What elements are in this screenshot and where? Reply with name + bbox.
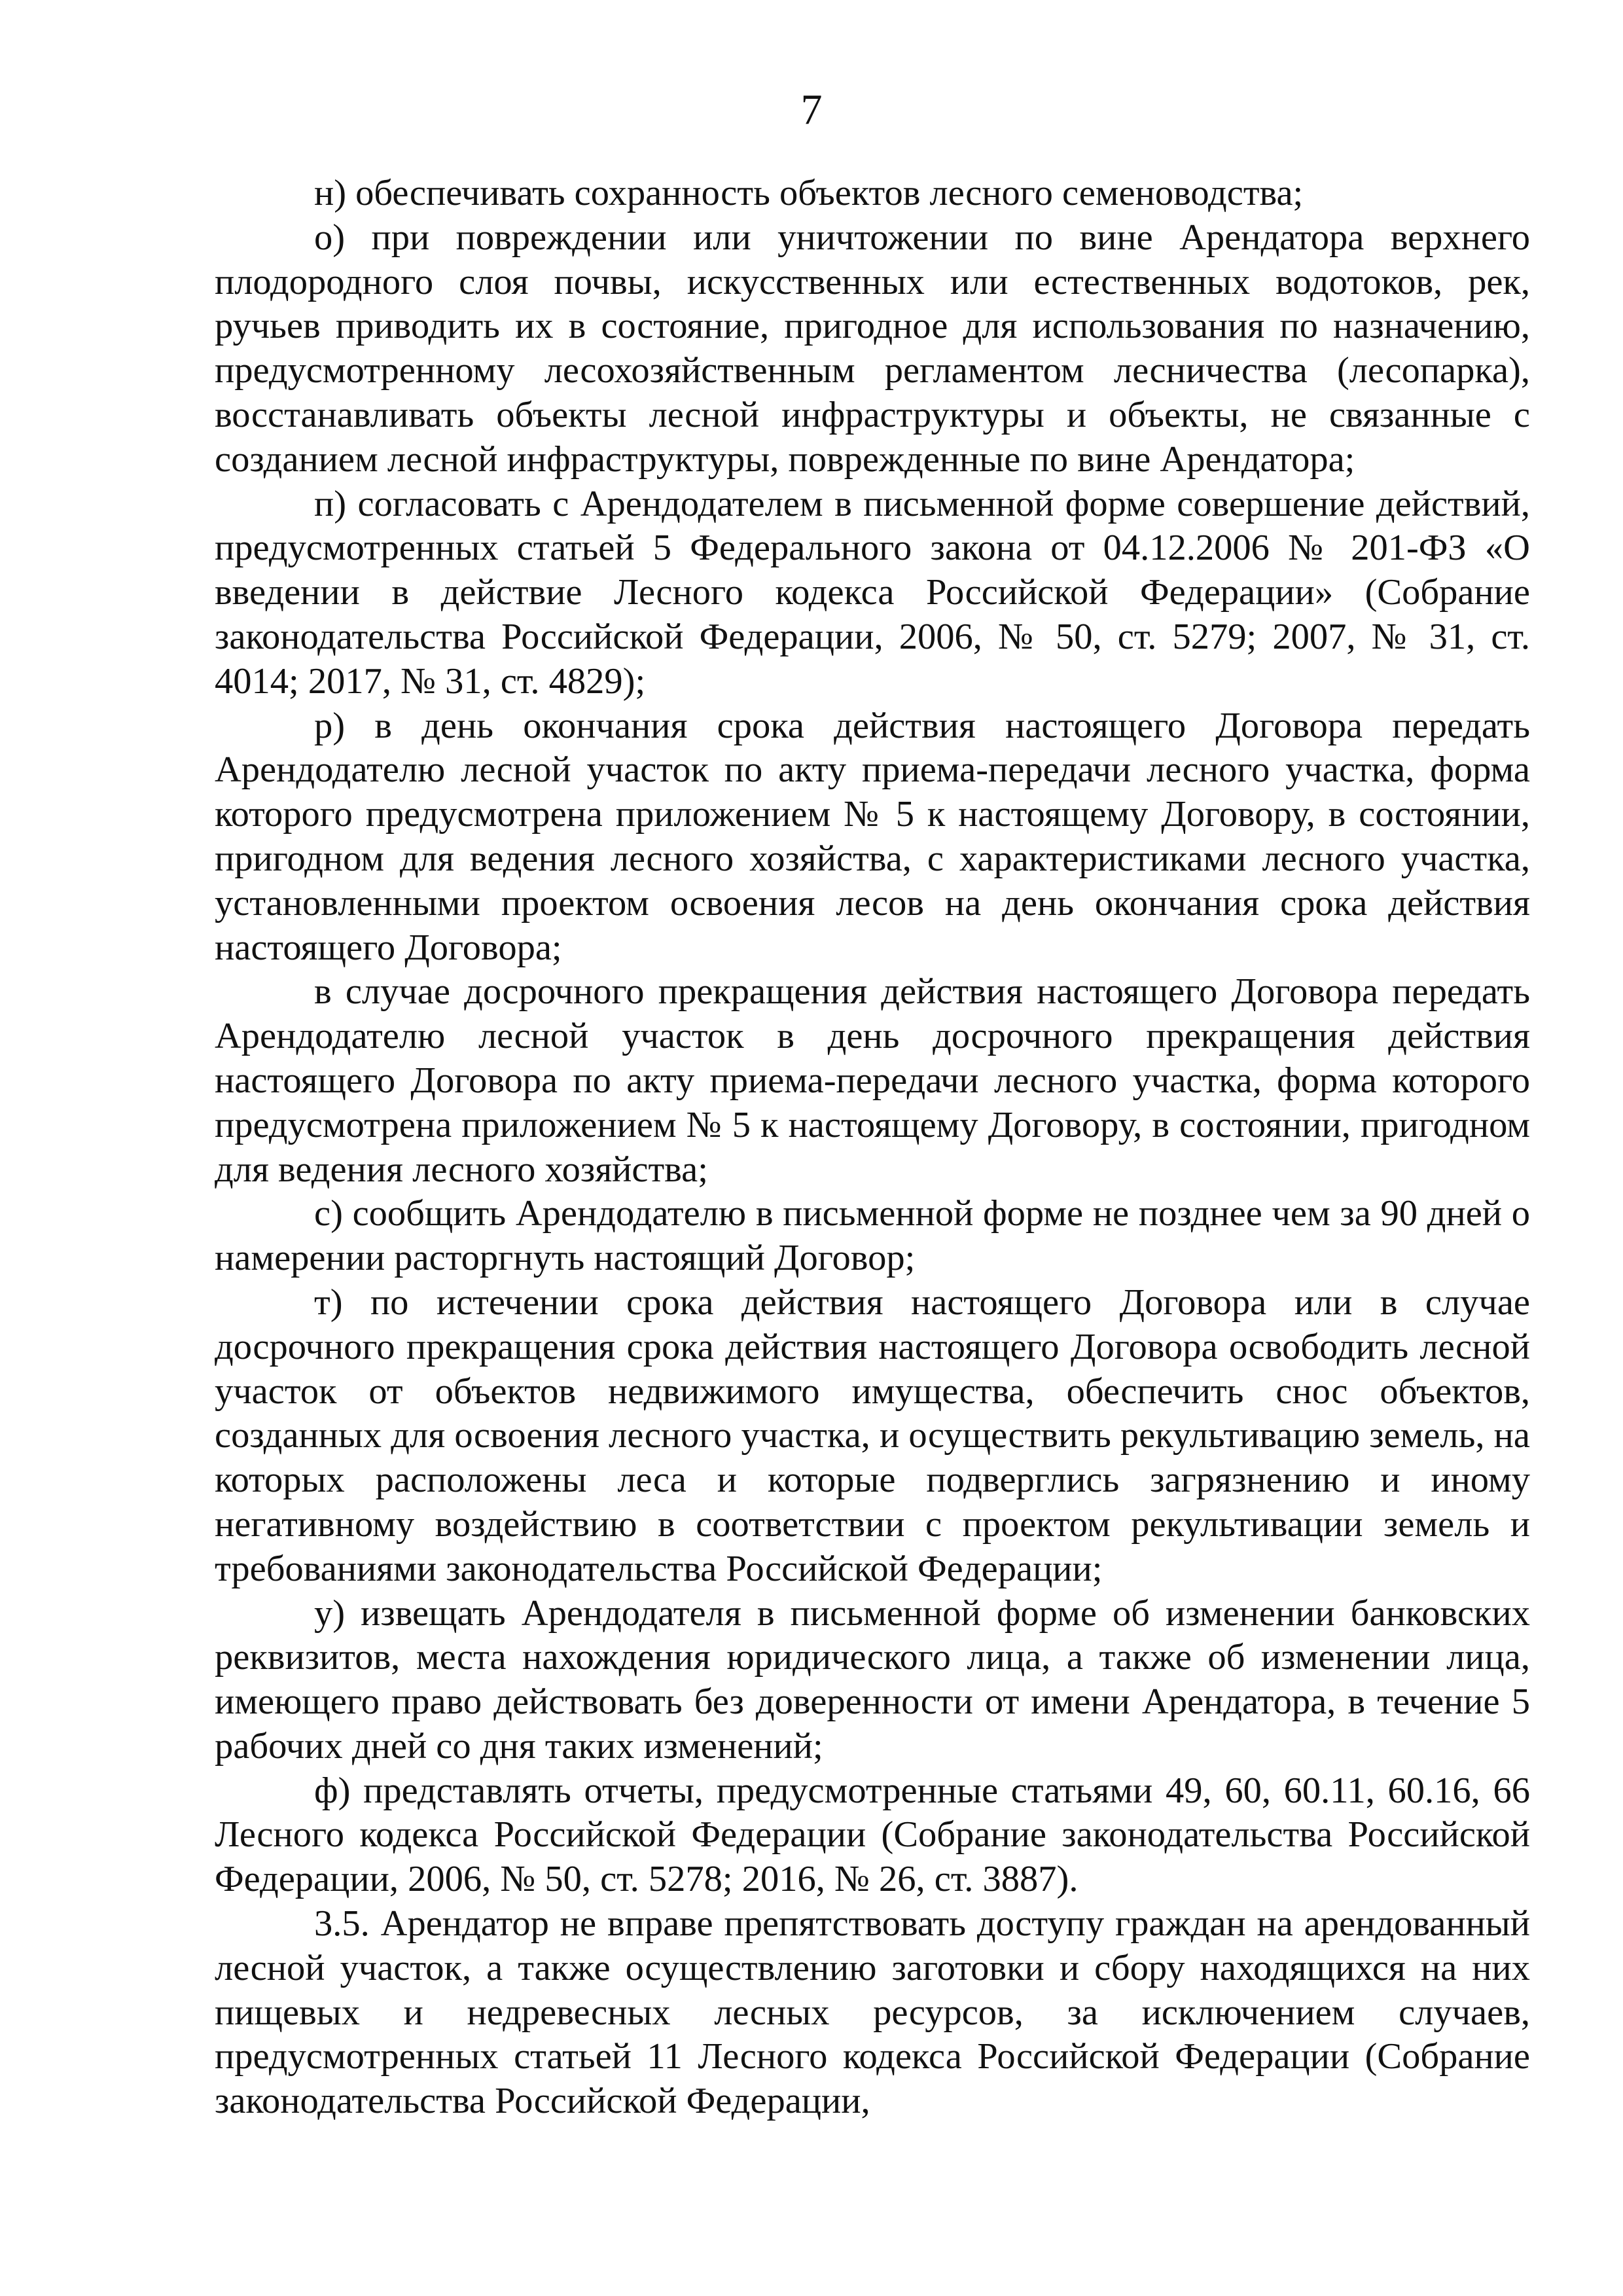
document-body	[215, 171, 1530, 2124]
clause-r-return-plot: р) в день окончания срока действия настоящего Договора передать Арендодателю лесной участок по акту приема-передачи лесного участка, форма которого предусмотрена приложением № 5 к настоящему Договору, в состоянии, пригодном для ведения лесного хозяйства, с характеристиками лесного участка, установленными проектом освоения лесов на день окончания срока действия настоящего Договора;	[215, 705, 1530, 968]
clause-s-notify-termination: с) сообщить Арендодателю в письменной форме не позднее чем за 90 дней о намерении расторгнуть настоящий Договор;	[215, 1193, 1530, 1279]
clause-t-release-plot: т) по истечении срока действия настоящего Договора или в случае досрочного прекращения срока действия настоящего Договора освободить лесной участок от объектов недвижимого имущества, обеспечить снос объектов, созданных для освоения лесного участка, и осуществить рекультивацию земель, на которых расположены леса и которые подверглись загрязнению и иному негативному воздействию в соответствии с проектом рекультивации земель и требованиями законодательства Российской Федерации;	[215, 1282, 1530, 1589]
clause-r-early-termination: в случае досрочного прекращения действия настоящего Договора передать Арендодателю лесной участок в день досрочного прекращения действия настоящего Договора по акту приема-передачи лесного участка, форма которого предусмотрена приложением № 5 к настоящему Договору, в состоянии, пригодном для ведения лесного хозяйства;	[215, 971, 1530, 1190]
clause-n-seed-objects: н) обеспечивать сохранность объектов лесного семеноводства;	[314, 173, 1304, 213]
clause-f-reports: ф) представлять отчеты, предусмотренные статьями 49, 60, 60.11, 60.16, 66 Лесного кодекса Российской Федерации (Собрание законодательства Российской Федерации, 2006, № 50, ст. 5278; 2016, № 26, ст. 3887).	[215, 1770, 1530, 1900]
page-number: 7	[800, 86, 823, 134]
clause-u-notify-changes: у) извещать Арендодателя в письменной форме об изменении банковских реквизитов, места нахождения юридического лица, а также об изменении лица, имеющего право действовать без доверенности от имени Арендатора, в течение 5 рабочих дней со дня таких изменений;	[215, 1592, 1530, 1767]
clause-o-soil-restoration: о) при повреждении или уничтожении по вине Арендатора верхнего плодородного слоя почвы, искусственных или естественных водотоков, рек, ручьев приводить их в состояние, пригодное для использования по назначению, предусмотренному лесохозяйственным регламентом лесничества (лесопарка), восстанавливать объекты лесной инфраструктуры и объекты, не связанные с созданием лесной инфраструктуры, поврежденные по вине Арендатора;	[215, 217, 1530, 480]
clause-3-5-public-access: 3.5. Арендатор не вправе препятствовать доступу граждан на арендованный лесной участок, а также осуществлению заготовки и сбору находящихся на них пищевых и недревесных лесных ресурсов, за исключением случаев, предусмотренных статьей 11 Лесного кодекса Российской Федерации (Собрание законодательства Российской Федерации,	[215, 1903, 1530, 2122]
clause-p-agreement-actions: п) согласовать с Арендодателем в письменной форме совершение действий, предусмотренных статьей 5 Федерального закона от 04.12.2006 № 201-ФЗ «О введении в действие Лесного кодекса Российской Федерации» (Собрание законодательства Российской Федерации, 2006, № 50, ст. 5279; 2007, № 31, ст. 4014; 2017, № 31, ст. 4829);	[215, 483, 1530, 702]
